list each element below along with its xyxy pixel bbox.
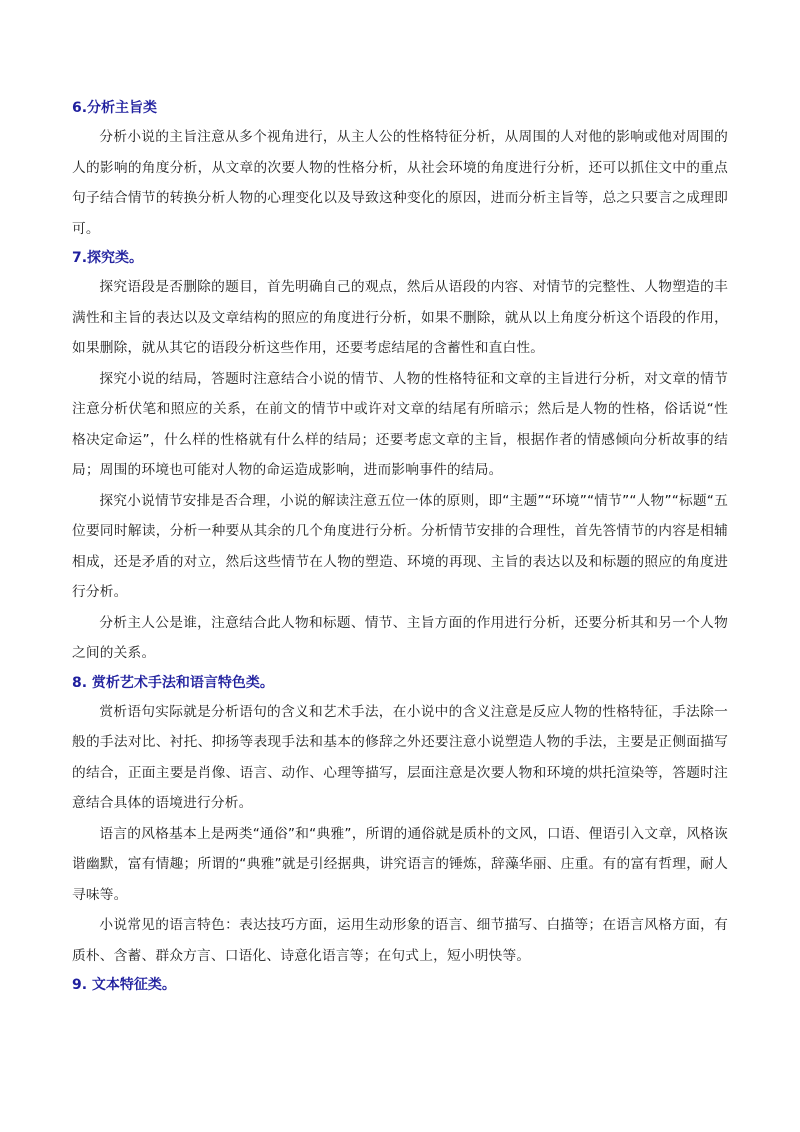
section-heading: 7.探究类。 (72, 250, 144, 266)
paragraph: 探究语段是否删除的题目，首先明确自己的观点，然后从语段的内容、对情节的完整性、人物塑造的丰满性和主旨的表达以及文章结构的照应的角度进行分析，如果不删除，就从以上角度分析这个语段的作用，如果删除，就从其它的语段分析这些作用，还要考虑结尾的含蓄性和直白性。 (72, 279, 728, 356)
section-heading: 6.分析主旨类 (72, 100, 158, 116)
document-page (72, 96, 728, 997)
paragraph: 语言的风格基本上是两类“通俗”和“典雅”，所谓的通俗就是质朴的文风，口语、俚语引入文章，风格诙谐幽默，富有情趣；所谓的“典雅”就是引经据典，讲究语言的锤炼，辞藻华丽、庄重。有的富有哲理，耐人寻味等。 (72, 825, 728, 903)
paragraph: 探究小说情节安排是否合理，小说的解读注意五位一体的原则，即“主题”“环境”“情节”“人物”“标题“五位要同时解读，分析一种要从其余的几个角度进行分析。分析情节安排的合理性，首先答情节的内容是相辅相成，还是矛盾的对立，然后这些情节在人物的塑造、环境的再现、主旨的表达以及和标题的照应的角度进行分析。 (72, 492, 728, 600)
section-heading: 8. 赏析艺术手法和语言特色类。 (72, 674, 274, 691)
paragraph: 分析小说的主旨注意从多个视角进行，从主人公的性格特征分析，从周围的人对他的影响或他对周围的人的影响的角度分析，从文章的次要人物的性格分析，从社会环境的角度进行分析，还可以抓住文中的重点句子结合情节的转换分析人物的心理变化以及导致这种变化的原因，进而分析主旨等，总之只要言之成理即可。 (72, 129, 728, 237)
section-heading: 9. 文本特征类。 (72, 977, 176, 993)
paragraph: 分析主人公是谁，注意结合此人物和标题、情节、主旨方面的作用进行分析，还要分析其和另一个人物之间的关系。 (72, 614, 728, 661)
section-explore (72, 246, 728, 669)
section-analyze-theme (72, 96, 728, 244)
paragraph: 探究小说的结局，答题时注意结合小说的情节、人物的性格特征和文章的主旨进行分析，对文章的情节注意分析伏笔和照应的关系，在前文的情节中或许对文章的结尾有所暗示；然后是人物的性格，俗话说“性格决定命运”，什么样的性格就有什么样的结局；还要考虑文章的主旨，根据作者的情感倾向分析故事的结局；周围的环境也可能对人物的命运造成影响，进而影响事件的结局。 (72, 370, 728, 478)
paragraph: 赏析语句实际就是分析语句的含义和艺术手法，在小说中的含义注意是反应人物的性格特征，手法除一般的手法对比、衬托、抑扬等表现手法和基本的修辞之外还要注意小说塑造人物的手法，主要是正侧面描写的结合，正面主要是肖像、语言、动作、心理等描写，层面注意是次要人物和环境的烘托渲染等，答题时注意结合具体的语境进行分析。 (72, 703, 728, 811)
section-art-and-language (72, 671, 728, 972)
section-text-features (72, 973, 728, 997)
paragraph: 小说常见的语言特色：表达技巧方面，运用生动形象的语言、细节描写、白描等；在语言风格方面，有质朴、含蓄、群众方言、口语化、诗意化语言等；在句式上，短小明快等。 (72, 917, 728, 964)
